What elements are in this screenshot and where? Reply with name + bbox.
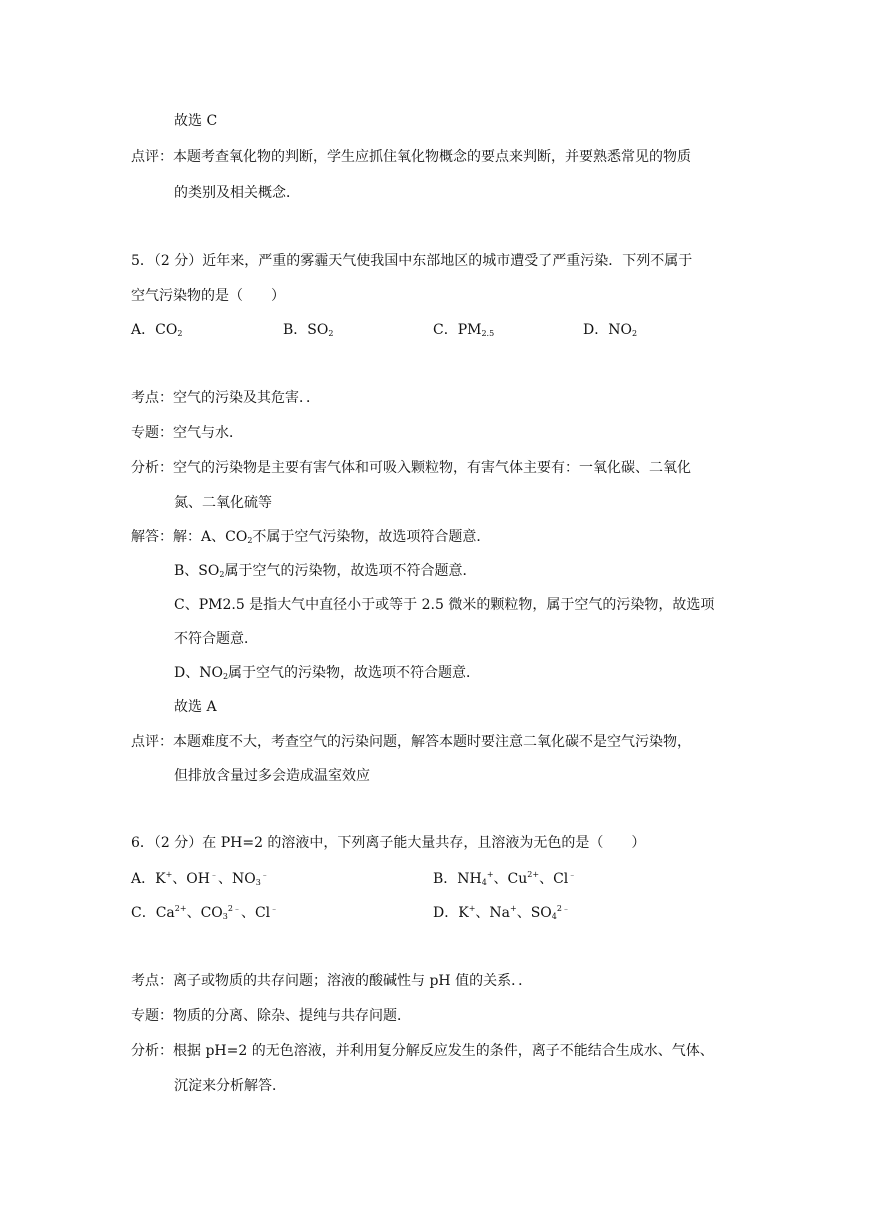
q5-answer-b: B、$SO_2$属于空气的污染物，故选项不符合题意．	[174, 563, 477, 579]
q5-option-c: C．$PM_{2.5}$	[433, 322, 495, 338]
q5-answer-d: D、$NO_2$属于空气的污染物，故选项不符合题意．	[174, 665, 481, 681]
q5-stem-line-1: 5．（2 分）近年来，严重的雾霾天气使我国中东部地区的城市遭受了严重污染．下列不属于	[131, 253, 693, 269]
q4-choice: 故选 C	[174, 113, 218, 129]
q6-option-b: B．$NH_4^+$、$Cu^{2+}$、Cl﹣	[433, 870, 577, 887]
q5-answer-c-line-2: 不符合题意．	[174, 631, 258, 647]
q4-comment-label: 点评：	[131, 149, 173, 165]
q5-option-d: D．$NO_2$	[583, 322, 638, 338]
q5-answer-a: 解答：解：A、$CO_2$不属于空气污染物，故选项符合题意．	[131, 529, 491, 545]
q5-fenxi-line-2: 氮、二氧化硫等	[174, 495, 272, 511]
q6-fenxi-line-1: 分析：根据 pH=2 的无色溶液，并利用复分解反应发生的条件，离子不能结合生成水、气体、	[131, 1043, 714, 1059]
q6-option-c: C．$Ca^{2+}$、$CO_3^{2﹣}$、Cl﹣	[131, 904, 279, 921]
q5-option-a: A．$CO_2$	[131, 322, 183, 338]
q6-zhuanti: 专题：物质的分离、除杂、提纯与共存问题．	[131, 1008, 411, 1024]
q5-comment-line-1: 点评：本题难度不大，考查空气的污染问题，解答本题时要注意二氧化碳不是空气污染物，	[131, 734, 691, 750]
q6-option-d: D．K+、Na+、$SO_4^{2﹣}$	[433, 904, 570, 921]
q4-comment-line-2: 的类别及相关概念．	[174, 185, 300, 201]
q5-choice: 故选 A	[174, 699, 217, 715]
q5-comment-line-2: 但排放含量过多会造成温室效应	[174, 768, 370, 784]
q6-option-a: A．K+、OH﹣、$NO_3^﹣$	[131, 870, 269, 887]
q6-stem: 6．（2 分）在 PH=2 的溶液中，下列离子能大量共存，且溶液为无色的是（ ）	[131, 835, 646, 851]
q6-fenxi-line-2: 沉淀来分析解答．	[174, 1078, 286, 1094]
q5-fenxi-line-1: 分析：空气的污染物是主要有害气体和可吸入颗粒物，有害气体主要有：一氧化碳、二氧化	[131, 460, 691, 476]
q5-answer-c-line-1: C、PM2.5 是指大气中直径小于或等于 2.5 微米的颗粒物，属于空气的污染物，故选项	[174, 597, 715, 613]
q5-stem-line-2: 空气污染物的是（ ）	[131, 288, 285, 304]
q6-kaodian: 考点：离子或物质的共存问题；溶液的酸碱性与 pH 值的关系．．	[131, 973, 533, 989]
q4-comment-line-1: 点评：本题考查氧化物的判断，学生应抓住氧化物概念的要点来判断，并要熟悉常见的物质	[131, 149, 691, 165]
q5-zhuanti: 专题：空气与水．	[131, 425, 243, 441]
q5-option-b: B．$SO_2$	[283, 322, 334, 338]
q5-kaodian: 考点：空气的污染及其危害．．	[131, 390, 320, 406]
